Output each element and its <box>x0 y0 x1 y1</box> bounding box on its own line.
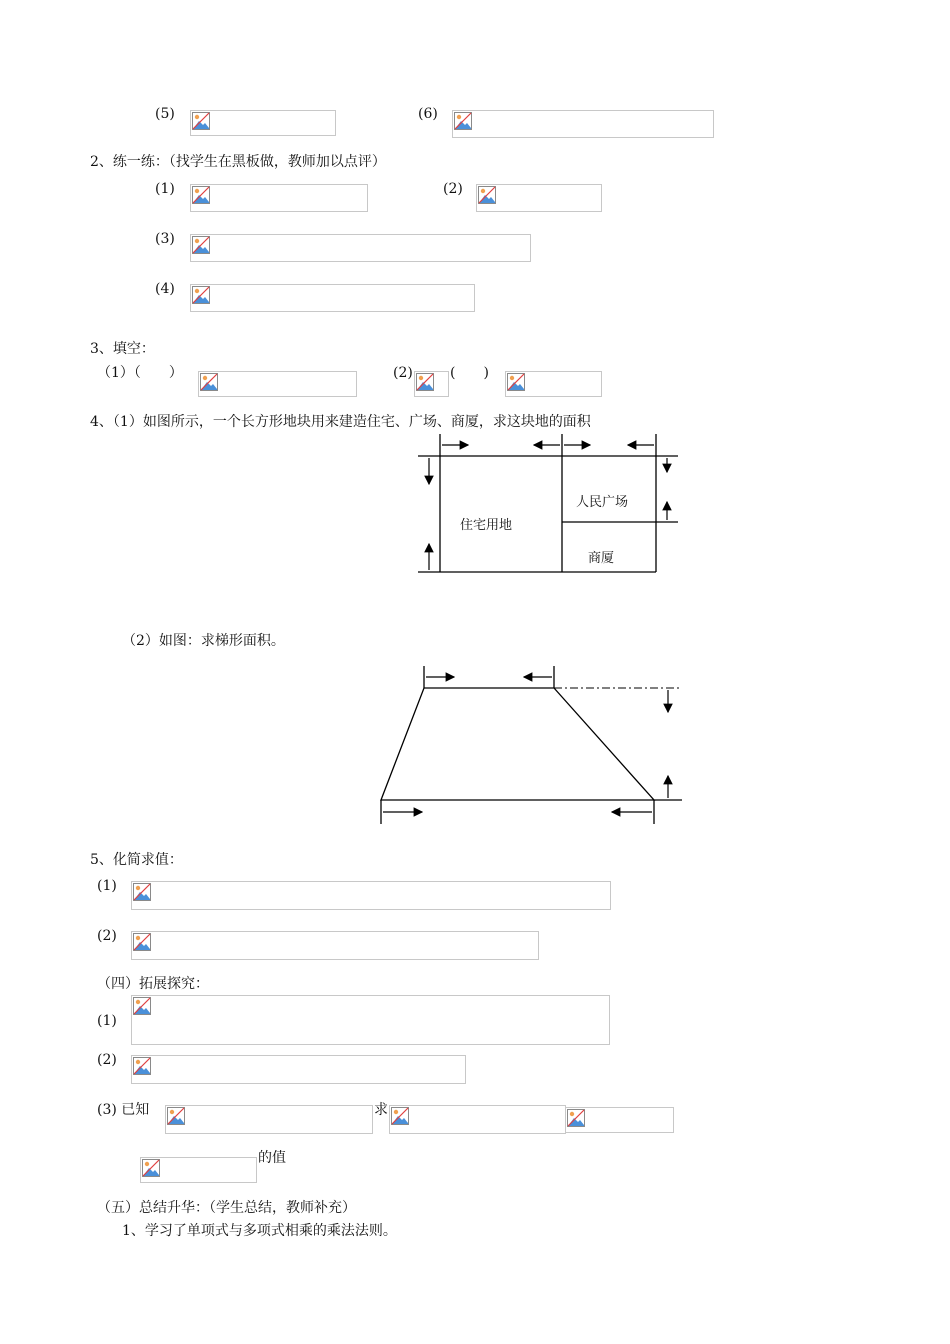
formula-image-box <box>414 371 449 397</box>
broken-image-icon <box>133 997 151 1015</box>
q5-item1-label: (1) <box>97 878 117 894</box>
q3-item2-label: (2) <box>393 365 413 381</box>
shopping-mall-label: 商厦 <box>588 551 615 566</box>
trapezoid-diagram <box>376 664 696 829</box>
formula-image-box <box>452 110 714 138</box>
q2-item4-label: (4) <box>155 281 175 297</box>
q1-item6-label: (6) <box>418 106 438 122</box>
broken-image-icon <box>133 1057 151 1075</box>
q5-title: 5、化简求值： <box>90 852 183 868</box>
formula-image-box <box>476 184 602 212</box>
q3-item1-label: （1）（ ） <box>97 365 183 381</box>
q3-title: 3、填空： <box>90 341 155 357</box>
broken-image-icon <box>416 373 434 391</box>
formula-image-box <box>389 1105 566 1134</box>
s4-item2-label: (2) <box>97 1052 117 1068</box>
s4-item3-suffix: 的值 <box>258 1150 286 1166</box>
s4-item1-label: (1) <box>97 1013 117 1029</box>
s5-line1: 1、学习了单项式与多项式相乘的乘法法则。 <box>122 1223 397 1239</box>
formula-image-box <box>190 110 336 136</box>
s5-title: （五）总结升华：（学生总结，教师补充） <box>97 1200 356 1216</box>
q4-title: 4、（1）如图所示，一个长方形地块用来建造住宅、广场、商厦，求这块地的面积 <box>90 414 591 430</box>
formula-image-box <box>190 184 368 212</box>
broken-image-icon <box>507 373 525 391</box>
broken-image-icon <box>454 112 472 130</box>
q4-part2-text: （2）如图：求梯形面积。 <box>122 633 285 649</box>
broken-image-icon <box>167 1107 185 1125</box>
broken-image-icon <box>133 883 151 901</box>
residential-area-label: 住宅用地 <box>460 518 513 533</box>
formula-image-box <box>505 371 602 397</box>
q2-item2-label: (2) <box>443 181 463 197</box>
q1-item5-label: (5) <box>155 106 175 122</box>
formula-image-box <box>190 284 475 312</box>
formula-image-box <box>140 1157 257 1183</box>
formula-image-box <box>131 881 611 910</box>
formula-image-box <box>131 1055 466 1084</box>
broken-image-icon <box>133 933 151 951</box>
formula-image-box <box>131 931 539 960</box>
s4-item3-mid: 求 <box>374 1102 388 1118</box>
broken-image-icon <box>200 373 218 391</box>
formula-image-box <box>131 995 610 1045</box>
formula-image-box <box>198 371 357 397</box>
broken-image-icon <box>478 186 496 204</box>
s4-item3-prefix: (3) 已知 <box>97 1102 150 1118</box>
s4-title: （四）拓展探究： <box>97 976 209 992</box>
broken-image-icon <box>192 236 210 254</box>
formula-image-box <box>165 1105 373 1134</box>
broken-image-icon <box>192 112 210 130</box>
broken-image-icon <box>142 1159 160 1177</box>
q2-title: 2、练一练：（找学生在黑板做，教师加以点评） <box>90 154 386 170</box>
q2-item3-label: (3) <box>155 231 175 247</box>
q3-item2-paren: ( ) <box>450 365 489 381</box>
peoples-plaza-label: 人民广场 <box>576 495 629 510</box>
formula-image-box <box>190 234 531 262</box>
rectangle-land-diagram <box>410 434 690 584</box>
broken-image-icon <box>192 186 210 204</box>
formula-image-box <box>565 1107 674 1133</box>
broken-image-icon <box>567 1109 585 1127</box>
q5-item2-label: (2) <box>97 928 117 944</box>
broken-image-icon <box>192 286 210 304</box>
broken-image-icon <box>391 1107 409 1125</box>
q2-item1-label: (1) <box>155 181 175 197</box>
